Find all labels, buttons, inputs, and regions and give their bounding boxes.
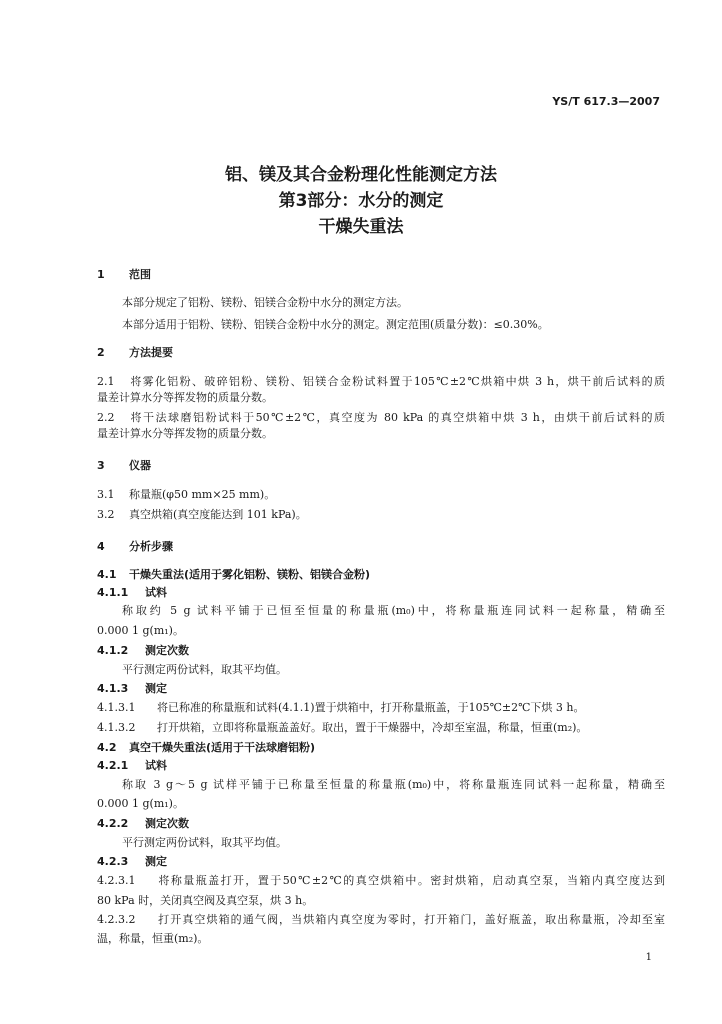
s4-2-2-heading	[97, 817, 189, 831]
s4-2-1-line-1: 称取 3 g～5 g 试样平铺于已称量至恒量的称量瓶(m₀)中，将称量瓶连同试料一起称量，精确至	[122, 778, 665, 791]
s2-2-line-2: 量差计算水分等挥发物的质量分数。	[97, 427, 273, 440]
s4-1-1-line-2: 0.000 1 g(m₁)。	[97, 624, 184, 637]
section-1-number: 1	[97, 268, 105, 281]
s4-2-3-1-number: 4.2.3.1	[97, 874, 136, 887]
s4-1-3-number: 4.1.3	[97, 682, 129, 695]
instrument-1	[97, 488, 275, 502]
s4-1-2-heading	[97, 644, 189, 658]
s2-1-number: 2.1	[97, 375, 115, 388]
s4-2-3-1-line-2: 80 kPa 时，关闭真空阀及真空泵，烘 3 h。	[97, 894, 314, 907]
s4-1-2-number: 4.1.2	[97, 644, 129, 657]
instrument-2-text: 真空烘箱(真空度能达到 101 kPa)。	[129, 508, 307, 521]
s1-paragraph-1: 本部分规定了铝粉、镁粉、铝镁合金粉中水分的测定方法。	[122, 296, 408, 309]
s1-paragraph-2: 本部分适用于铝粉、镁粉、铝镁合金粉中水分的测定。测定范围(质量分数)：≤0.30%。	[122, 318, 549, 331]
title-line-1: 铝、镁及其合金粉理化性能测定方法	[225, 165, 497, 185]
s4-1-1-heading	[97, 586, 167, 600]
s4-2-1-number: 4.2.1	[97, 759, 129, 772]
s2-2-line-1	[97, 411, 665, 425]
s4-1-2-title: 测定次数	[145, 644, 189, 657]
s4-2-1-line-2: 0.000 1 g(m₁)。	[97, 797, 184, 810]
s2-2-text: 将干法球磨铝粉试料于50℃±2℃，真空度为 80 kPa 的真空烘箱中烘 3 h，由烘干前后试料的质	[129, 411, 665, 424]
s4-2-3-heading	[97, 855, 167, 869]
s4-2-3-1-line-1	[97, 874, 665, 888]
s4-1-heading	[97, 568, 370, 582]
instrument-1-text: 称量瓶(φ50 mm×25 mm)。	[129, 488, 276, 501]
section-1-title: 范围	[129, 268, 151, 281]
s4-2-1-heading	[97, 759, 167, 773]
title-line-3: 干燥失重法	[318, 217, 404, 237]
section-2-title: 方法提要	[129, 346, 173, 359]
s4-2-heading	[97, 741, 315, 755]
section-3-heading	[97, 459, 151, 473]
instrument-2	[97, 508, 307, 522]
s4-2-1-title: 试料	[145, 759, 167, 772]
section-4-heading	[97, 540, 173, 554]
s2-1-text: 将雾化铝粉、破碎铝粉、镁粉、铝镁合金粉试料置于105℃±2℃烘箱中烘 3 h，烘干前后试料的质	[129, 375, 665, 388]
s4-1-1-number: 4.1.1	[97, 586, 129, 599]
section-4-title: 分析步骤	[129, 540, 173, 553]
s4-2-2-title: 测定次数	[145, 817, 189, 830]
section-4-number: 4	[97, 540, 105, 553]
s2-1-line-2: 量差计算水分等挥发物的质量分数。	[97, 391, 273, 404]
s4-1-3-heading	[97, 682, 167, 696]
s4-2-3-2-text: 打开真空烘箱的通气阀，当烘箱内真空度为零时，打开箱门，盖好瓶盖，取出称量瓶，冷却至室	[157, 913, 665, 926]
s4-1-2-paragraph: 平行测定两份试料，取其平均值。	[122, 663, 287, 676]
section-3-title: 仪器	[129, 459, 151, 472]
s4-1-3-title: 测定	[145, 682, 167, 695]
s4-2-3-1-text: 将称量瓶盖打开，置于50℃±2℃的真空烘箱中。密封烘箱，启动真空泵，当箱内真空度达到	[157, 874, 665, 887]
s4-1-1-title: 试料	[145, 586, 167, 599]
section-1-heading	[97, 268, 151, 282]
s4-2-3-2-line-1	[97, 913, 665, 927]
s4-1-title: 干燥失重法(适用于雾化铝粉、镁粉、铝镁合金粉)	[129, 568, 371, 581]
s2-1-line-1	[97, 375, 665, 389]
s4-2-3-2-number: 4.2.3.2	[97, 913, 136, 926]
s4-2-2-paragraph: 平行测定两份试料，取其平均值。	[122, 836, 287, 849]
s4-2-number: 4.2	[97, 741, 117, 754]
s4-1-1-line-1: 称取约 5 g 试料平铺于已恒至恒量的称量瓶(m₀)中，将称量瓶连同试料一起称量，精确至	[122, 604, 665, 617]
s4-1-3-1	[97, 701, 584, 715]
s2-2-number: 2.2	[97, 411, 115, 424]
section-3-number: 3	[97, 459, 105, 472]
section-2-number: 2	[97, 346, 105, 359]
s4-1-3-2-number: 4.1.3.2	[97, 721, 136, 734]
s4-1-3-1-text: 将已称准的称量瓶和试料(4.1.1)置于烘箱中，打开称量瓶盖，于105℃±2℃下烘 3 h。	[157, 701, 585, 714]
s4-2-title: 真空干燥失重法(适用于干法球磨铝粉)	[129, 741, 316, 754]
standard-number: YS/T 617.3—2007	[552, 95, 660, 108]
s4-1-3-2	[97, 721, 587, 735]
s4-1-3-2-text: 打开烘箱，立即将称量瓶盖盖好。取出，置于干燥器中，冷却至室温，称量，恒重(m₂)。	[157, 721, 588, 734]
section-2-heading	[97, 346, 173, 360]
s4-2-3-2-line-2: 温，称量，恒重(m₂)。	[97, 932, 209, 945]
s4-2-3-number: 4.2.3	[97, 855, 129, 868]
instrument-1-number: 3.1	[97, 488, 115, 501]
title-line-2: 第3部分：水分的测定	[278, 191, 444, 211]
s4-2-2-number: 4.2.2	[97, 817, 129, 830]
s4-1-number: 4.1	[97, 568, 117, 581]
page-number: 1	[645, 952, 652, 963]
instrument-2-number: 3.2	[97, 508, 115, 521]
s4-2-3-title: 测定	[145, 855, 167, 868]
s4-1-3-1-number: 4.1.3.1	[97, 701, 136, 714]
